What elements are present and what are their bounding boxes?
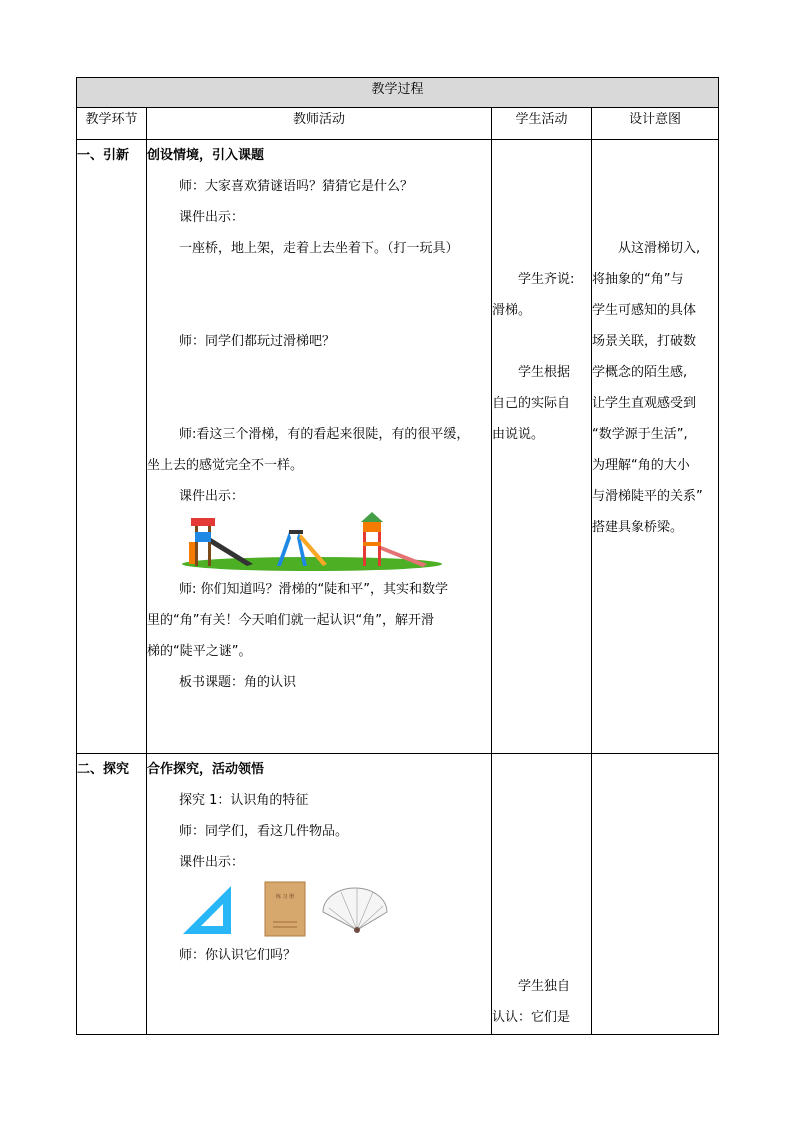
teacher-line: 探究 1：认识角的特征	[179, 793, 309, 808]
header-teacher: 教师活动	[147, 108, 492, 140]
exercise-book-icon	[265, 882, 305, 936]
slides-image	[147, 512, 491, 574]
objects-image	[147, 878, 491, 940]
student-line: 学生根据	[518, 365, 571, 380]
activity-heading: 合作探究，活动领悟	[147, 762, 265, 777]
teacher-line: 梯的“陡平之谜”。	[147, 644, 252, 659]
teacher-line: 师：同学们，看这几件物品。	[179, 824, 349, 839]
intent-line: “数学源于生活”,	[592, 427, 688, 442]
slide-red-roof-icon	[189, 518, 253, 566]
teacher-line: 师：同学们都玩过滑梯吧？	[179, 334, 336, 349]
intent-line: 学概念的陌生感,	[592, 365, 688, 380]
teacher-line: 坐上去的感觉完全不一样。	[147, 458, 304, 473]
table-row	[77, 140, 719, 754]
teacher-line: 课件出示：	[179, 855, 245, 870]
table-title: 教学过程	[77, 78, 719, 108]
teacher-line: 师: 你们知道吗？滑梯的“陡和平”，其实和数学	[179, 582, 448, 597]
intent-line: 从这滑梯切入,	[618, 241, 701, 256]
student-line: 由说说。	[492, 427, 545, 442]
teacher-line: 师：大家喜欢猜谜语吗？猜猜它是什么？	[179, 179, 414, 194]
intent-line: 与滑梯陡平的关系”	[592, 489, 703, 504]
teacher-line: 一座桥，地上架，走着上去坐着下。（打一玩具）	[179, 241, 459, 256]
student-line: 自己的实际自	[492, 396, 571, 411]
teacher-line: 师:看这三个滑梯，有的看起来很陡，有的很平缓，	[179, 427, 470, 442]
teacher-line: 课件出示：	[179, 489, 245, 504]
grass-ground	[182, 557, 442, 571]
teacher-line: 师：你认识它们吗？	[179, 948, 297, 963]
header-student: 学生活动	[492, 108, 592, 140]
student-line: 滑梯。	[492, 303, 532, 318]
student-line: 认认：它们是	[492, 1010, 571, 1025]
teaching-process-table	[76, 77, 719, 1035]
header-intent: 设计意图	[592, 108, 719, 140]
book-label: 练 习 册	[275, 894, 295, 900]
intent-line: 为理解“角的大小	[592, 458, 690, 473]
intent-line: 将抽象的“角”与	[592, 272, 684, 287]
section-label: 二、探究	[77, 762, 130, 777]
teacher-line: 课件出示：	[179, 210, 245, 225]
teacher-line: 里的“角”有关！今天咱们就一起认识“角”，解开滑	[147, 613, 434, 628]
student-line: 学生独自	[518, 979, 571, 994]
intent-line: 搭建具象桥梁。	[592, 520, 684, 535]
table-row	[77, 754, 719, 1035]
header-stage: 教学环节	[77, 108, 147, 140]
teacher-line: 板书课题：角的认识	[179, 675, 297, 690]
activity-heading: 创设情境，引入课题	[147, 148, 265, 163]
intent-line: 场景关联，打破数	[592, 334, 697, 349]
folding-fan-icon	[323, 888, 387, 933]
student-line: 学生齐说:	[518, 272, 575, 287]
section-label: 一、引新	[77, 148, 130, 163]
intent-line: 学生可感知的具体	[592, 303, 697, 318]
triangle-ruler-icon	[183, 886, 231, 934]
intent-line: 让学生直观感受到	[592, 396, 697, 411]
